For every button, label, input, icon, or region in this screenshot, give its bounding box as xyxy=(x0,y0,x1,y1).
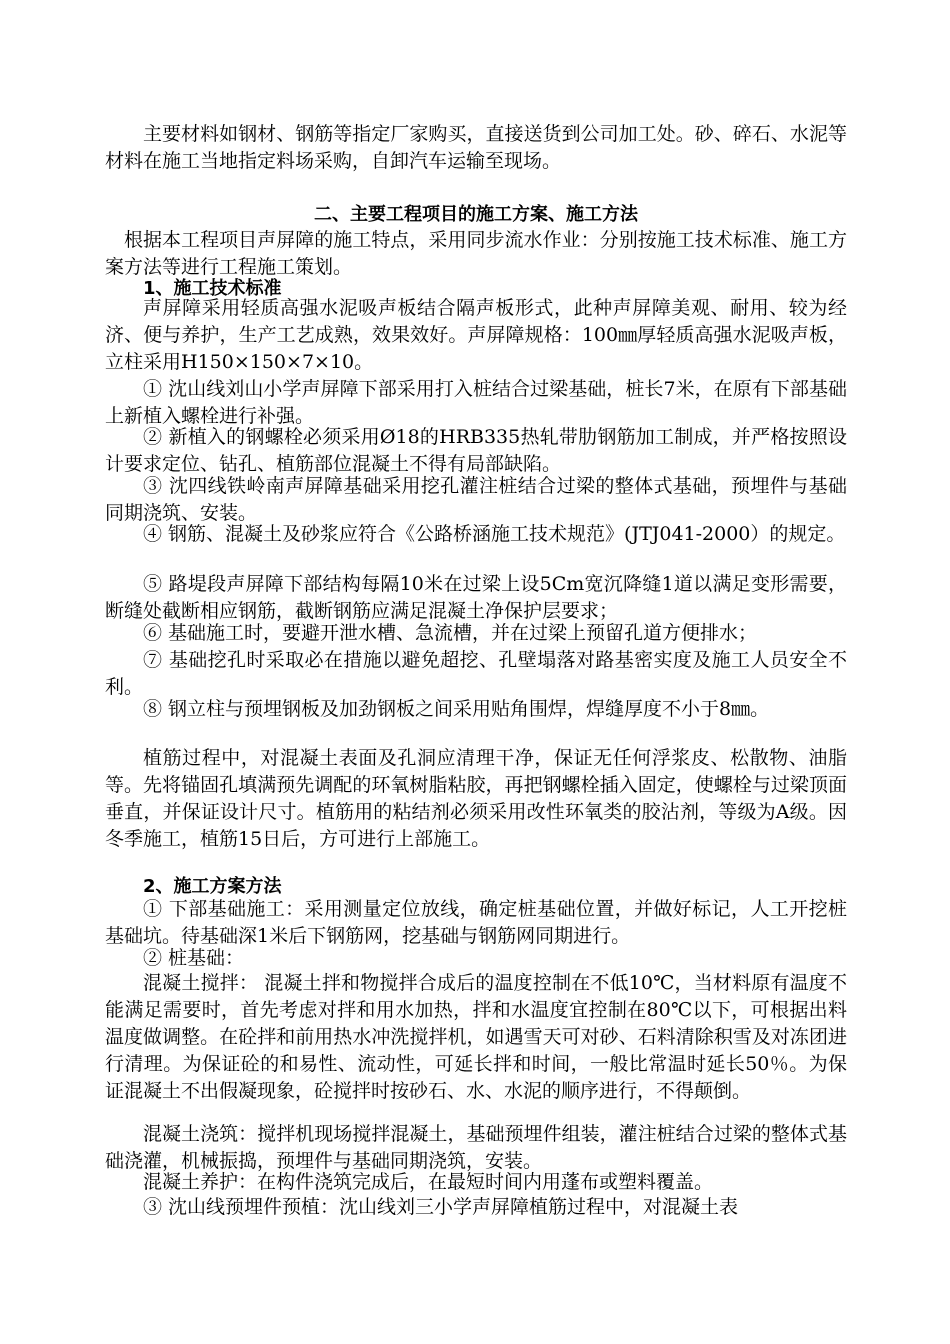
concrete-pouring-paragraph: 混凝土浇筑：搅拌机现场搅拌混凝土，基础预埋件组装，灌注桩结合过梁的整体式基础浇灌，机械振捣，预埋件与基础同期浇筑，安装。 xyxy=(105,1123,847,1172)
subsection-heading-1: 1、施工技术标准 xyxy=(143,278,282,299)
standard-item-8: ⑧ 钢立柱与预埋钢板及加劲钢板之间采用贴角围焊，焊缝厚度不小于8㎜。 xyxy=(143,698,770,720)
standard-item-5: ⑤ 路堤段声屏障下部结构每隔10米在过梁上设5Cm宽沉降缝1道以满足变形需要，断缝处截断相应钢筋，截断钢筋应满足混凝土净保护层要求； xyxy=(105,573,847,622)
intro-paragraph: 主要材料如钢材、钢筋等指定厂家购买，直接送货到公司加工处。砂、碎石、水泥等材料在施工当地指定料场采购，自卸汽车运输至现场。 xyxy=(105,123,847,172)
method-item-2: ② 桩基础： xyxy=(143,947,245,969)
standard-item-3: ③ 沈四线铁岭南声屏障基础采用挖孔灌注桩结合过梁的整体式基础，预埋件与基础同期浇筑、安装。 xyxy=(105,475,847,524)
anchoring-paragraph: 植筋过程中，对混凝土表面及孔洞应清理干净，保证无任何浮浆皮、松散物、油脂等。先将锚固孔填满预先调配的环氧树脂粘胶，再把钢螺栓插入固定，使螺栓与过梁顶面垂直，并保证设计尺寸。植筋用的粘结剂必须采用改性环氧类的胶沾剂，等级为A级。因冬季施工，植筋15日后，方可进行上部施工。 xyxy=(105,747,847,850)
section-title: 二、主要工程项目的施工方案、施工方法 xyxy=(314,204,638,225)
standard-item-2: ② 新植入的钢螺栓必须采用Ø18的HRB335热轧带肋钢筋加工制成，并严格按照设计要求定位、钻孔、植筋部位混凝土不得有局部缺陷。 xyxy=(105,426,847,475)
standard-item-7: ⑦ 基础挖孔时采取必在措施以避免超挖、孔壁塌落对路基密实度及施工人员安全不利。 xyxy=(105,649,847,698)
method-item-3: ③ 沈山线预埋件预植：沈山线刘三小学声屏障植筋过程中，对混凝土表 xyxy=(143,1196,739,1218)
concrete-curing-paragraph: 混凝土养护：在构件浇筑完成后，在最短时间内用蓬布或塑料覆盖。 xyxy=(143,1171,714,1193)
section-intro: 根据本工程项目声屏障的施工特点，采用同步流水作业：分别按施工技术标准、施工方案方法等进行工程施工策划。 xyxy=(105,229,847,278)
standard-item-4: ④ 钢筋、混凝土及砂浆应符合《公路桥涵施工技术规范》(JTJ041-2000）的规定。 xyxy=(143,523,846,545)
concrete-mixing-paragraph: 混凝土搅拌： 混凝土拌和物搅拌合成后的温度控制在不低10℃，当材料原有温度不能满足需要时，首先考虑对拌和用水加热，拌和水温度宜控制在80℃以下，可根据出料温度做调整。在砼拌和前用热水冲洗搅拌机，如遇雪天可对砂、石料清除积雪及对冻团进行清理。为保证砼的和易性、流动性，可延长拌和时间，一般比常温时延长50％。为保证混凝土不出假凝现象，砼搅拌时按砂石、水、水泥的顺序进行，不得颠倒。 xyxy=(105,972,847,1102)
standard-paragraph: 声屏障采用轻质高强水泥吸声板结合隔声板形式，此种声屏障美观、耐用、较为经济、便与养护，生产工艺成熟，效果效好。声屏障规格：100㎜厚轻质高强水泥吸声板，立柱采用H150×150×7×10。 xyxy=(105,297,847,373)
subsection-heading-2: 2、施工方案方法 xyxy=(143,876,282,897)
standard-item-6: ⑥ 基础施工时，要避开泄水槽、急流槽，并在过梁上预留孔道方便排水； xyxy=(143,622,758,644)
method-item-1: ① 下部基础施工：采用测量定位放线，确定桩基础位置，并做好标记，人工开挖桩基础坑。待基础深1米后下钢筋网，挖基础与钢筋网同期进行。 xyxy=(105,898,847,947)
standard-item-1: ① 沈山线刘山小学声屏障下部采用打入桩结合过梁基础，桩长7米，在原有下部基础上新植入螺栓进行补强。 xyxy=(105,378,847,427)
